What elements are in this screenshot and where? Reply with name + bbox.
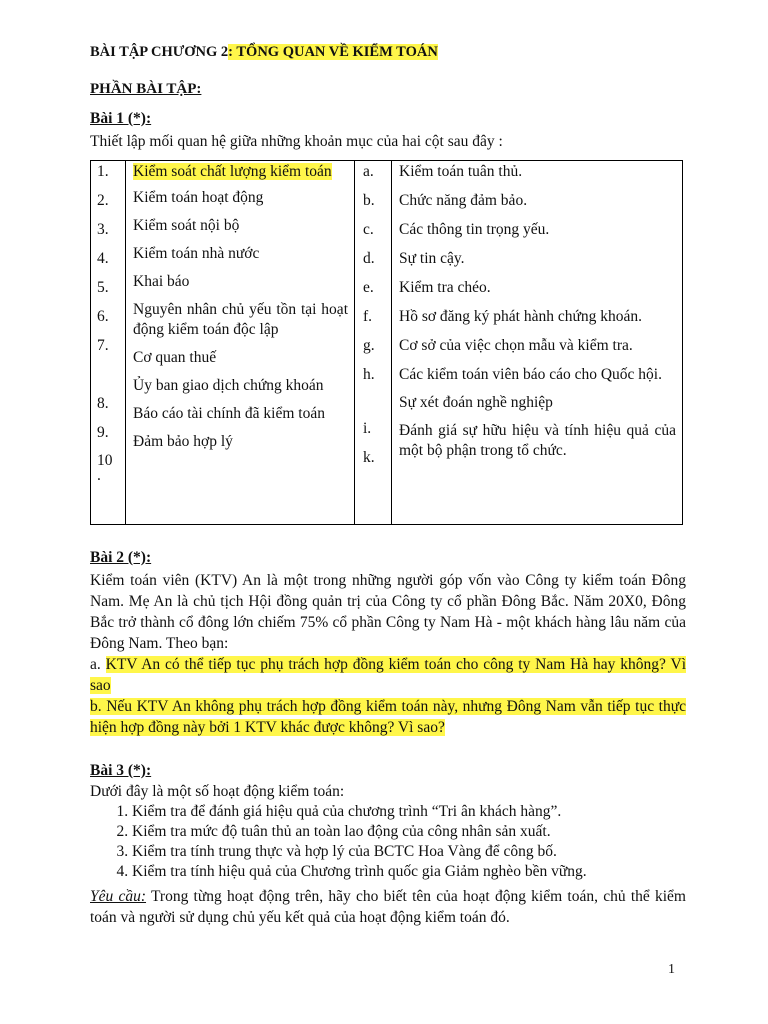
right-item: Cơ sở của việc chọn mẫu và kiểm tra. bbox=[399, 337, 633, 354]
bai3-intro: Dưới đây là một số hoạt động kiểm toán: bbox=[90, 783, 345, 800]
letter-label bbox=[355, 393, 391, 418]
document-title bbox=[90, 42, 686, 63]
letter-label: c. bbox=[363, 221, 374, 238]
left-item: Đảm bảo hợp lý bbox=[133, 433, 233, 450]
bai2-question-a bbox=[90, 654, 686, 696]
requirement-label: Yêu cầu: bbox=[90, 888, 147, 905]
letter-label: b. bbox=[363, 192, 375, 209]
number-label: 7. bbox=[97, 337, 109, 354]
left-item: Kiểm soát chất lượng kiểm toán bbox=[133, 163, 332, 180]
question-a-text: KTV An có thể tiếp tục phụ trách hợp đồng kiểm toán cho công ty Nam Hà hay không? Vì sao bbox=[90, 656, 687, 694]
left-item: Cơ quan thuế bbox=[133, 349, 217, 366]
letter-label: e. bbox=[363, 279, 374, 296]
document-page bbox=[90, 38, 686, 928]
number-label bbox=[91, 364, 125, 393]
left-item: Nguyên nhân chủ yếu tồn tại hoạt động kiểm toán độc lập bbox=[133, 301, 348, 338]
letter-label: d. bbox=[363, 250, 375, 267]
right-item: Chức năng đảm bảo. bbox=[399, 192, 528, 209]
right-item: Các thông tin trọng yếu. bbox=[399, 221, 550, 238]
number-label: . bbox=[97, 467, 101, 484]
number-label: 4. bbox=[97, 250, 109, 267]
bai1-heading: Bài 1 (*): bbox=[90, 110, 152, 127]
list-item: 1. Kiểm tra để đánh giá hiệu quả của chương trình “Tri ân khách hàng”. bbox=[132, 802, 686, 822]
letter-label: a. bbox=[363, 163, 374, 180]
page-number: 1 bbox=[668, 962, 675, 977]
number-label: 6. bbox=[97, 308, 109, 325]
list-item: 2. Kiểm tra mức độ tuân thủ an toàn lao động của công nhân sản xuất. bbox=[132, 822, 686, 842]
question-b-text: b. Nếu KTV An không phụ trách hợp đồng kiểm toán này, nhưng Đông Nam vẫn tiếp tục thực hiện hợp đồng này bởi 1 KTV khác được không? Vì sao? bbox=[90, 698, 686, 736]
bai3-requirement bbox=[90, 886, 686, 928]
title-prefix: BÀI TẬP CHƯƠNG 2 bbox=[90, 44, 229, 60]
requirement-text: Trong từng hoạt động trên, hãy cho biết tên của hoạt động kiểm toán, chủ thể kiểm toán và người sử dụng chủ yếu kết quả của hoạt động kiểm toán đó. bbox=[90, 888, 686, 926]
letter-label: g. bbox=[363, 337, 375, 354]
number-label: 3. bbox=[97, 221, 109, 238]
matching-table bbox=[90, 160, 683, 525]
left-item: Kiểm toán nhà nước bbox=[133, 245, 260, 262]
right-item: Các kiểm toán viên báo cáo cho Quốc hội. bbox=[399, 366, 662, 383]
letter-label: k. bbox=[363, 449, 375, 466]
list-item: 4. Kiểm tra tính hiệu quả của Chương trình quốc gia Giảm nghèo bền vững. bbox=[132, 862, 686, 882]
list-item: 3. Kiểm tra tính trung thực và hợp lý của BCTC Hoa Vàng để công bố. bbox=[132, 842, 686, 862]
left-item: Kiểm soát nội bộ bbox=[133, 217, 240, 234]
bai2-paragraph: Kiểm toán viên (KTV) An là một trong những người góp vốn vào Công ty kiểm toán Đông Nam. Mẹ An là chủ tịch Hội đồng quản trị của Công ty cổ phần Đông Bắc. Năm 20X0, Đông Bắc trở thành cổ đông lớn chiếm 75% cổ phần Công ty Nam Hà - một khách hàng lâu năm của Đông Nam. Theo bạn: bbox=[90, 572, 686, 652]
number-label: 1. bbox=[97, 163, 109, 180]
left-item: Ủy ban giao dịch chứng khoán bbox=[133, 377, 324, 394]
question-a-label: a. bbox=[90, 656, 101, 673]
letter-column bbox=[355, 161, 392, 525]
right-column bbox=[392, 161, 683, 525]
right-item: Kiểm tra chéo. bbox=[399, 279, 491, 296]
number-label: 10 bbox=[97, 452, 113, 469]
bai2-heading: Bài 2 (*): bbox=[90, 549, 152, 566]
number-label: 8. bbox=[97, 395, 109, 412]
number-label: 2. bbox=[97, 192, 109, 209]
number-label: 5. bbox=[97, 279, 109, 296]
title-highlighted: : TỔNG QUAN VỀ KIỂM TOÁN bbox=[228, 44, 438, 60]
bai3-heading: Bài 3 (*): bbox=[90, 762, 152, 779]
bai2-question-b bbox=[90, 696, 686, 738]
left-item: Khai báo bbox=[133, 273, 190, 290]
letter-label: h. bbox=[363, 366, 375, 383]
number-label: 9. bbox=[97, 424, 109, 441]
right-item: Sự tin cậy. bbox=[399, 250, 465, 267]
letter-label: i. bbox=[363, 420, 372, 437]
bai1-intro: Thiết lập mối quan hệ giữa những khoản mục của hai cột sau đây : bbox=[90, 133, 503, 150]
left-item: Báo cáo tài chính đã kiểm toán bbox=[133, 405, 325, 422]
right-item: Kiểm toán tuân thủ. bbox=[399, 163, 523, 180]
left-column bbox=[126, 161, 355, 525]
right-item: Sự xét đoán nghề nghiệp bbox=[399, 394, 553, 411]
right-item: Hồ sơ đăng ký phát hành chứng khoán. bbox=[399, 308, 643, 325]
section-heading: PHẦN BÀI TẬP: bbox=[90, 81, 202, 97]
letter-label: f. bbox=[363, 308, 373, 325]
bai3-list bbox=[90, 802, 686, 882]
number-column bbox=[91, 161, 126, 525]
right-item: Đánh giá sự hữu hiệu và tính hiệu quả của một bộ phận trong tổ chức. bbox=[399, 422, 676, 459]
left-item: Kiểm toán hoạt động bbox=[133, 189, 264, 206]
